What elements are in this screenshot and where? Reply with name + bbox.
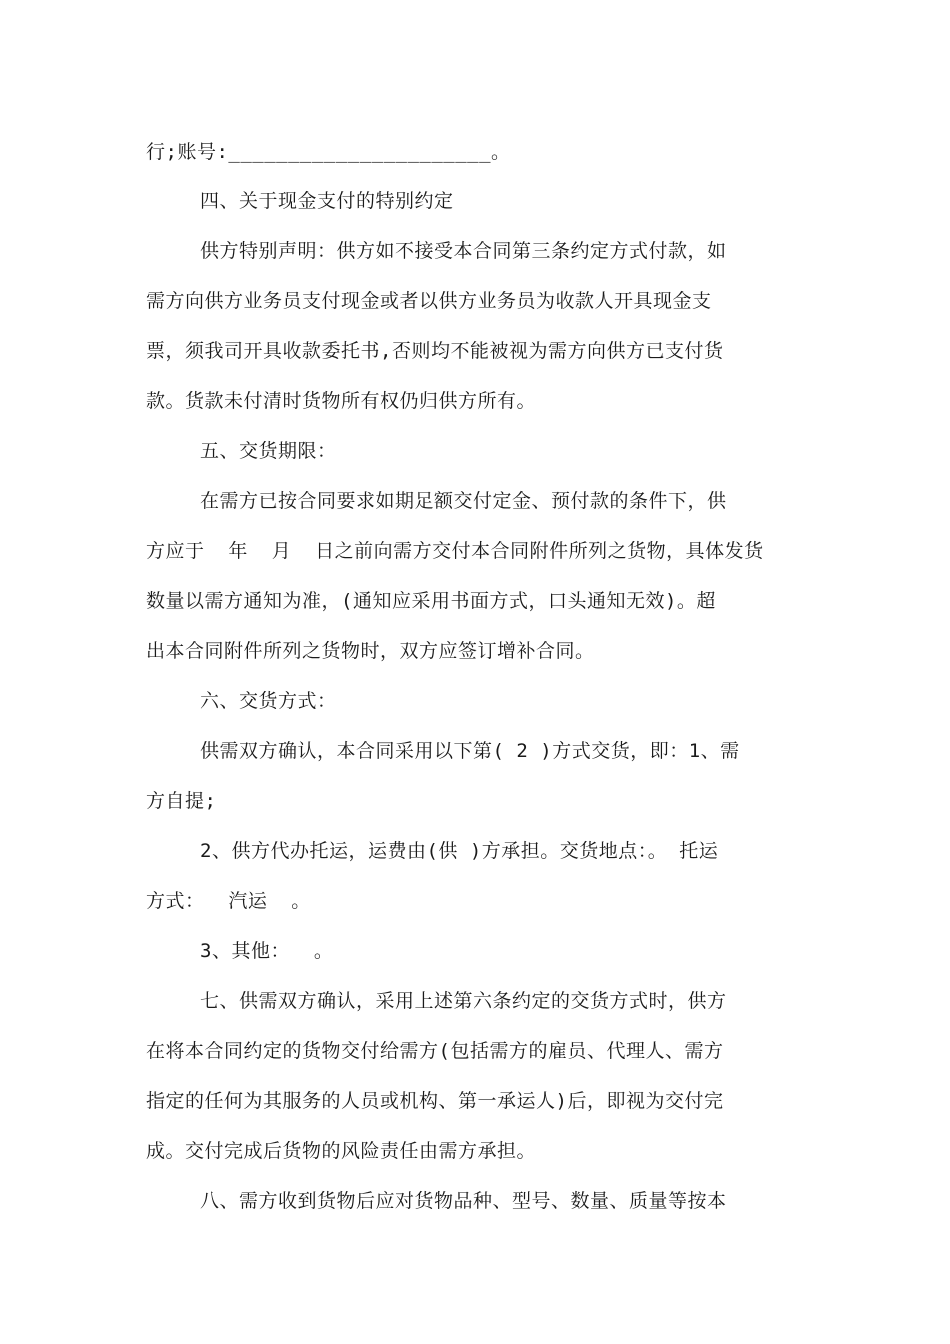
text-line: 供需双方确认，本合同采用以下第( 2 )方式交货，即：1、需 (200, 740, 740, 762)
text-line: 需方向供方业务员支付现金或者以供方业务员为收款人开具现金支 (146, 290, 712, 312)
section-heading: 四、关于现金支付的特别约定 (200, 190, 454, 212)
text-line: 方式： 汽运 。 (146, 890, 311, 912)
text-line: 方应于 年 月 日之前向需方交付本合同附件所列之货物，具体发货 (146, 540, 764, 562)
text-line: 款。货款未付清时货物所有权仍归供方所有。 (146, 390, 537, 412)
text-line: 出本合同附件所列之货物时，双方应签订增补合同。 (146, 640, 595, 662)
text-line: 八、需方收到货物后应对货物品种、型号、数量、质量等按本 (200, 1190, 727, 1212)
text-line: 3、其他： 。 (200, 940, 334, 962)
section-heading: 五、交货期限： (200, 440, 337, 462)
text-line: 在需方已按合同要求如期足额交付定金、预付款的条件下，供 (200, 490, 727, 512)
text-line: 票，须我司开具收款委托书,否则均不能被视为需方向供方已支付货 (146, 340, 724, 362)
text-line: 行;账号:______________________。 (146, 141, 511, 163)
text-line: 方自提; (146, 790, 217, 812)
text-line: 在将本合同约定的货物交付给需方(包括需方的雇员、代理人、需方 (146, 1040, 724, 1062)
text-line: 供方特别声明：供方如不接受本合同第三条约定方式付款，如 (200, 240, 727, 262)
text-line: 成。交付完成后货物的风险责任由需方承担。 (146, 1140, 537, 1162)
text-line: 七、供需双方确认，采用上述第六条约定的交货方式时，供方 (200, 990, 727, 1012)
text-line: 数量以需方通知为准，(通知应采用书面方式，口头通知无效)。超 (146, 590, 716, 612)
section-heading: 六、交货方式： (200, 690, 337, 712)
text-line: 指定的任何为其服务的人员或机构、第一承运人)后，即视为交付完 (146, 1090, 724, 1112)
text-line: 2、供方代办托运，运费由(供 )方承担。交货地点：。 托运 (200, 840, 719, 862)
